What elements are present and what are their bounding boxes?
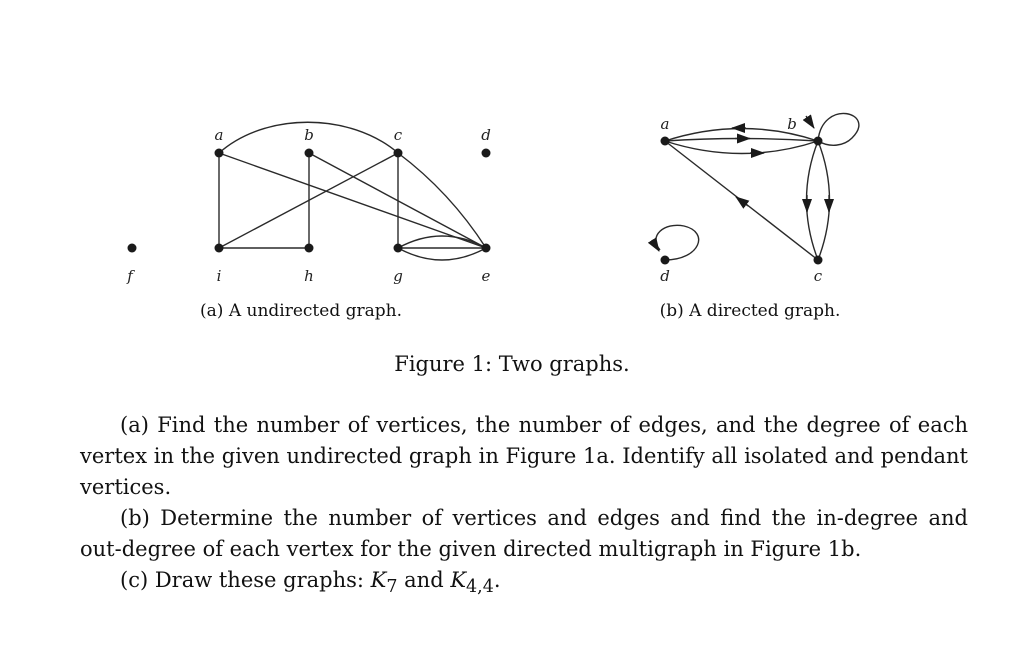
- k44-subscript: 4,4: [466, 577, 494, 598]
- problem-list: [80, 410, 968, 603]
- vertex-c: [814, 256, 823, 265]
- vertex-e: [482, 244, 491, 253]
- vertex-f: [128, 244, 137, 253]
- vertex-g: [394, 244, 403, 253]
- edge-g-e: [398, 236, 486, 248]
- edge-c-b: [807, 141, 819, 260]
- edge-d-d: [656, 225, 699, 260]
- period: .: [493, 568, 501, 592]
- and-text: and: [397, 568, 451, 592]
- edge-b-c: [818, 141, 830, 260]
- k44-base: K: [450, 568, 467, 592]
- vertex-a: [215, 149, 224, 158]
- edge-c-e: [398, 153, 486, 248]
- edge-g-e: [398, 248, 486, 260]
- problem-b: (b) Determine the number of vertices and edges and find the in-degree and out-degree of each vertex for the given directed multigraph in Figure 1b.: [80, 506, 968, 561]
- vertex-d: [482, 149, 491, 158]
- vertex-label-b: b: [304, 126, 314, 144]
- vertex-b: [305, 149, 314, 158]
- vertex-label-i: i: [216, 267, 222, 285]
- vertex-c: [394, 149, 403, 158]
- problem-c: [80, 565, 968, 603]
- vertex-label-a: a: [660, 115, 670, 133]
- edge-a-e: [219, 153, 486, 248]
- vertex-i: [215, 244, 224, 253]
- vertex-label-e: e: [481, 267, 491, 285]
- problem-c-text: (c) Draw these graphs:: [120, 568, 371, 592]
- undirected-graph: [219, 122, 486, 260]
- vertex-label-h: h: [304, 267, 314, 285]
- edge-a-b: [665, 141, 818, 154]
- vertex-label-a: a: [214, 126, 224, 144]
- vertex-a: [661, 137, 670, 146]
- vertex-label-d: d: [660, 267, 670, 285]
- subfigure-a-caption: (a) A undirected graph.: [200, 301, 402, 321]
- vertex-label-c: c: [393, 126, 403, 144]
- problem-a: (a) Find the number of vertices, the number of edges, and the degree of each vertex in the given undirected graph in Figure 1a. Identify all isolated and pendant vertices.: [80, 413, 968, 499]
- subfigure-b-caption: (b) A directed graph.: [659, 301, 841, 321]
- k7-base: K: [370, 568, 387, 592]
- vertex-label-c: c: [813, 267, 823, 285]
- k7-subscript: 7: [386, 577, 398, 598]
- vertex-label-f: f: [127, 267, 133, 285]
- vertex-b: [814, 137, 823, 146]
- vertex-d: [661, 256, 670, 265]
- vertex-h: [305, 244, 314, 253]
- directed-graph: [652, 113, 859, 260]
- vertex-label-b: b: [787, 115, 797, 133]
- vertex-label-d: d: [481, 126, 491, 144]
- vertex-label-g: g: [393, 267, 403, 285]
- edge-b-b: [818, 113, 859, 145]
- figure-caption: Figure 1: Two graphs.: [394, 352, 630, 376]
